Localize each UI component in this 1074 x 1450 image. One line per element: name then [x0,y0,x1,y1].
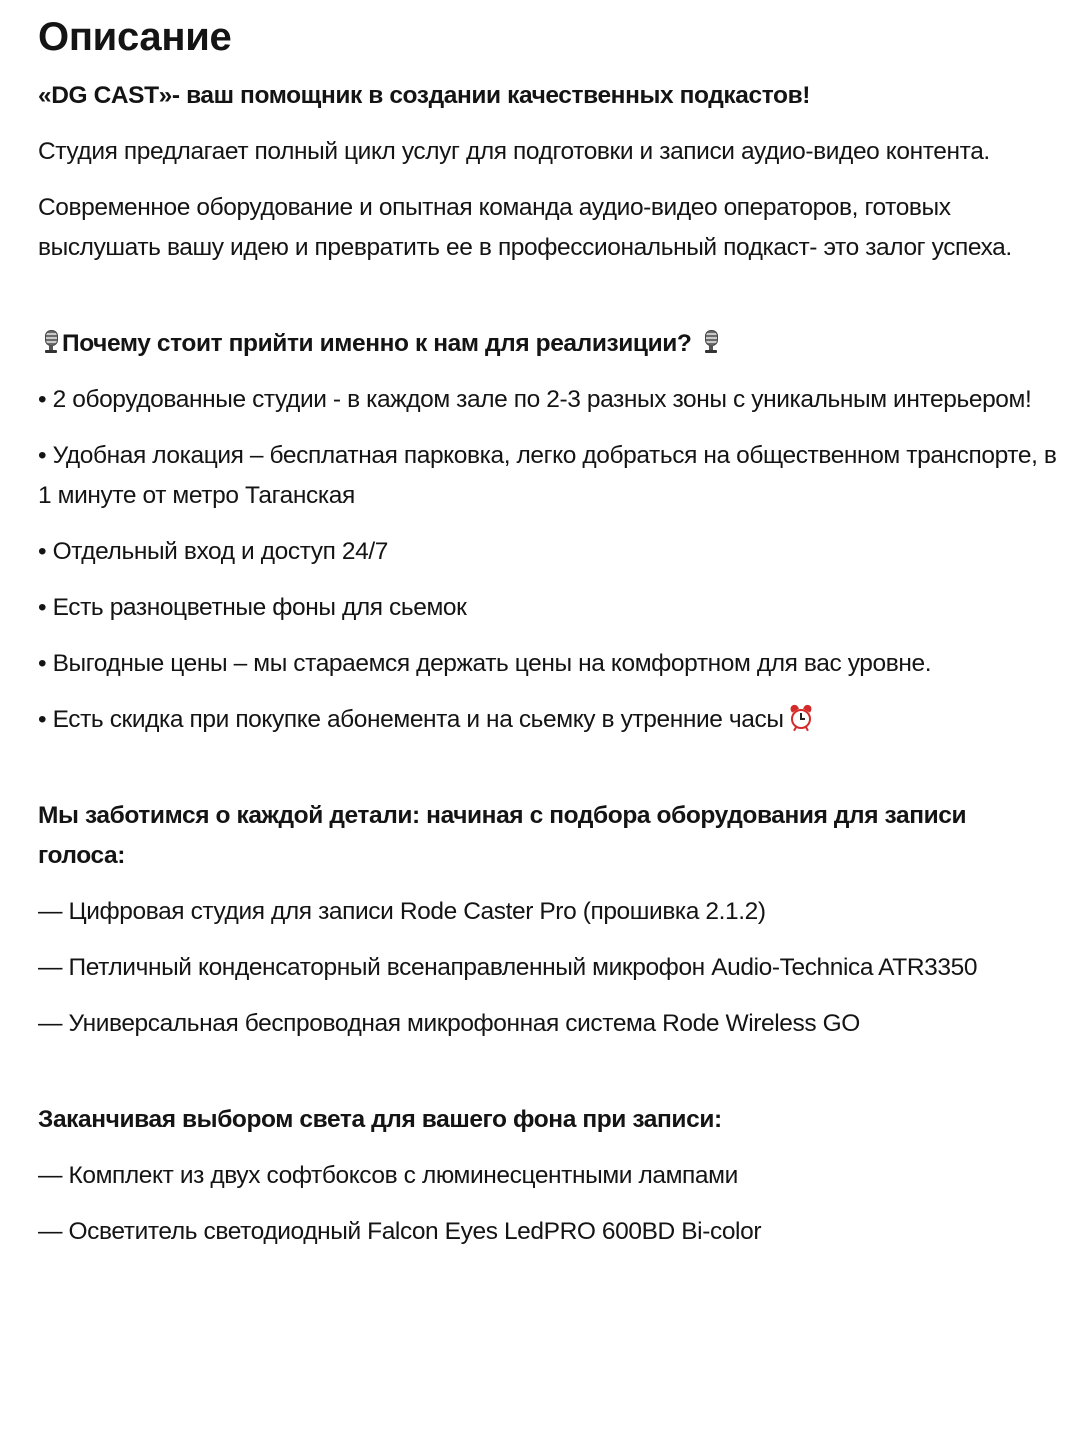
microphone-icon [40,329,60,355]
list-item [38,700,1058,740]
why-heading [38,324,1058,364]
intro-paragraph: Современное оборудование и опытная команда аудио-видео операторов, готовых выслушать вашу идею и превратить ее в профессиональный подкаст- это залог успеха. [38,194,1012,261]
description-section [38,0,1058,1252]
alarm-clock-icon [788,705,814,731]
light-heading: Заканчивая выбором света для вашего фона при записи: [38,1106,722,1133]
microphone-icon [700,329,720,355]
list-item-text: • Есть скидка при покупке абонемента и на сьемку в утренние часы [38,706,784,733]
list-item: — Комплект из двух софтбоксов с люминесцентными лампами [38,1162,738,1189]
list-item: • Есть разноцветные фоны для сьемок [38,594,467,621]
list-item: • Удобная локация – бесплатная парковка, легко добраться на общественном транспорте, в 1 минуте от метро Таганская [38,442,1057,509]
list-item: • Отдельный вход и доступ 24/7 [38,538,388,565]
intro-tagline: «DG CAST»- ваш помощник в создании качественных подкастов! [38,82,810,109]
list-item: — Осветитель светодиодный Falcon Eyes LedPRO 600BD Bi-color [38,1218,762,1245]
section-title: Описание [38,15,232,59]
list-item: • Выгодные цены – мы стараемся держать цены на комфортном для вас уровне. [38,650,932,677]
list-item: — Универсальная беспроводная микрофонная система Rode Wireless GO [38,1010,860,1037]
why-heading-text: Почему стоит прийти именно к нам для реализиции? [62,330,692,357]
intro-paragraph: Студия предлагает полный цикл услуг для подготовки и записи аудио-видео контента. [38,138,990,165]
sound-heading: Мы заботимся о каждой детали: начиная с подбора оборудования для записи голоса: [38,802,967,869]
list-item: — Петличный конденсаторный всенаправленный микрофон Audio-Technica ATR3350 [38,954,978,981]
list-item: • 2 оборудованные студии - в каждом зале по 2-3 разных зоны с уникальным интерьером! [38,386,1032,413]
list-item: — Цифровая студия для записи Rode Caster Pro (прошивка 2.1.2) [38,898,766,925]
